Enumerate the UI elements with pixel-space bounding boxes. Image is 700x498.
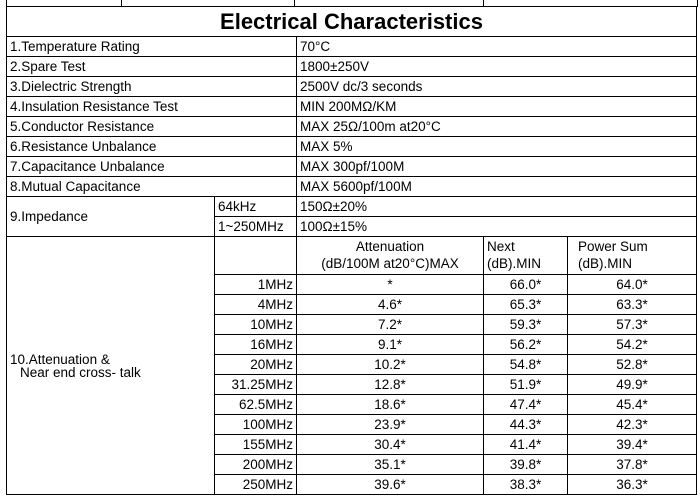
spec-label: 4.Insulation Resistance Test — [7, 97, 297, 117]
impedance-value: 150Ω±20% — [297, 197, 697, 217]
attenuation-header — [297, 237, 484, 275]
next-cell: 56.2* — [484, 335, 568, 355]
attenuation-cell: 12.8* — [297, 375, 484, 395]
page-title: Electrical Characteristics — [7, 7, 697, 37]
power-sum-cell: 45.4* — [568, 395, 697, 415]
next-cell: 44.3* — [484, 415, 568, 435]
spec-value: MAX 25Ω/100m at20°C — [297, 117, 697, 137]
title-row — [7, 7, 697, 37]
frequency-cell: 155MHz — [215, 435, 297, 455]
attenuation-header-line2: (dB/100M at20°C)MAX — [321, 256, 459, 271]
frequency-cell: 16MHz — [215, 335, 297, 355]
attenuation-cell: 23.9* — [297, 415, 484, 435]
power-sum-cell: 42.3* — [568, 415, 697, 435]
attenuation-cell: 39.6* — [297, 475, 484, 495]
next-cell: 54.8* — [484, 355, 568, 375]
attenuation-cell: 7.2* — [297, 315, 484, 335]
power-sum-header-line1: Power Sum — [578, 239, 648, 254]
spec-value: 70°C — [297, 37, 697, 57]
attenuation-cell: 9.1* — [297, 335, 484, 355]
spec-label: 7.Capacitance Unbalance — [7, 157, 297, 177]
attenuation-header-line1: Attenuation — [355, 239, 425, 254]
next-cell: 39.8* — [484, 455, 568, 475]
spec-row — [7, 117, 697, 137]
attenuation-cell: * — [297, 275, 484, 295]
frequency-cell: 31.25MHz — [215, 375, 297, 395]
frequency-cell: 200MHz — [215, 455, 297, 475]
next-cell: 66.0* — [484, 275, 568, 295]
spec-row — [7, 37, 697, 57]
frequency-cell: 1MHz — [215, 275, 297, 295]
spec-label: 5.Conductor Resistance — [7, 117, 297, 137]
spec-row — [7, 77, 697, 97]
impedance-value: 100Ω±15% — [297, 217, 697, 237]
impedance-frequency: 1~250MHz — [215, 217, 297, 237]
spec-value: MAX 300pf/100M — [297, 157, 697, 177]
next-cell: 51.9* — [484, 375, 568, 395]
impedance-frequency: 64kHz — [215, 197, 297, 217]
attenuation-cell: 4.6* — [297, 295, 484, 315]
attenuation-cell: 18.6* — [297, 395, 484, 415]
spec-row — [7, 177, 697, 197]
frequency-header — [215, 237, 297, 275]
power-sum-cell: 52.8* — [568, 355, 697, 375]
attenuation-cell: 35.1* — [297, 455, 484, 475]
frequency-cell: 4MHz — [215, 295, 297, 315]
next-header-line2: (dB).MIN — [487, 256, 541, 271]
power-sum-cell: 37.8* — [568, 455, 697, 475]
spec-row — [7, 157, 697, 177]
spec-value: MIN 200MΩ/KM — [297, 97, 697, 117]
frequency-cell: 250MHz — [215, 475, 297, 495]
frequency-cell: 100MHz — [215, 415, 297, 435]
frequency-cell: 62.5MHz — [215, 395, 297, 415]
attenuation-cell: 10.2* — [297, 355, 484, 375]
attenuation-cell: 30.4* — [297, 435, 484, 455]
impedance-label: 9.Impedance — [7, 197, 215, 237]
spec-value: MAX 5% — [297, 137, 697, 157]
attenuation-header-row — [7, 237, 697, 275]
electrical-characteristics-table — [6, 6, 697, 495]
power-sum-cell: 63.3* — [568, 295, 697, 315]
frequency-cell: 20MHz — [215, 355, 297, 375]
power-sum-cell: 39.4* — [568, 435, 697, 455]
spec-label: 1.Temperature Rating — [7, 37, 297, 57]
spec-label: 8.Mutual Capacitance — [7, 177, 297, 197]
power-sum-cell: 36.3* — [568, 475, 697, 495]
spec-value: 2500V dc/3 seconds — [297, 77, 697, 97]
next-cell: 38.3* — [484, 475, 568, 495]
spec-label: 3.Dielectric Strength — [7, 77, 297, 97]
next-cell: 59.3* — [484, 315, 568, 335]
next-header — [484, 237, 568, 275]
attenuation-label — [7, 237, 215, 495]
attenuation-label-line2: Near end cross- talk — [20, 364, 141, 380]
power-sum-header — [568, 237, 697, 275]
impedance-row — [7, 197, 697, 217]
power-sum-cell: 49.9* — [568, 375, 697, 395]
next-cell: 41.4* — [484, 435, 568, 455]
power-sum-cell: 64.0* — [568, 275, 697, 295]
spec-label: 6.Resistance Unbalance — [7, 137, 297, 157]
power-sum-cell: 54.2* — [568, 335, 697, 355]
next-cell: 65.3* — [484, 295, 568, 315]
spec-value: 1800±250V — [297, 57, 697, 77]
spec-row — [7, 97, 697, 117]
spec-value: MAX 5600pf/100M — [297, 177, 697, 197]
power-sum-cell: 57.3* — [568, 315, 697, 335]
next-cell: 47.4* — [484, 395, 568, 415]
spec-row — [7, 137, 697, 157]
attenuation-label-line1: 10.Attenuation & — [10, 351, 110, 367]
frequency-cell: 10MHz — [215, 315, 297, 335]
spec-row — [7, 57, 697, 77]
spec-label: 2.Spare Test — [7, 57, 297, 77]
next-header-line1: Next — [487, 239, 515, 254]
power-sum-header-line2: (dB).MIN — [578, 256, 632, 271]
